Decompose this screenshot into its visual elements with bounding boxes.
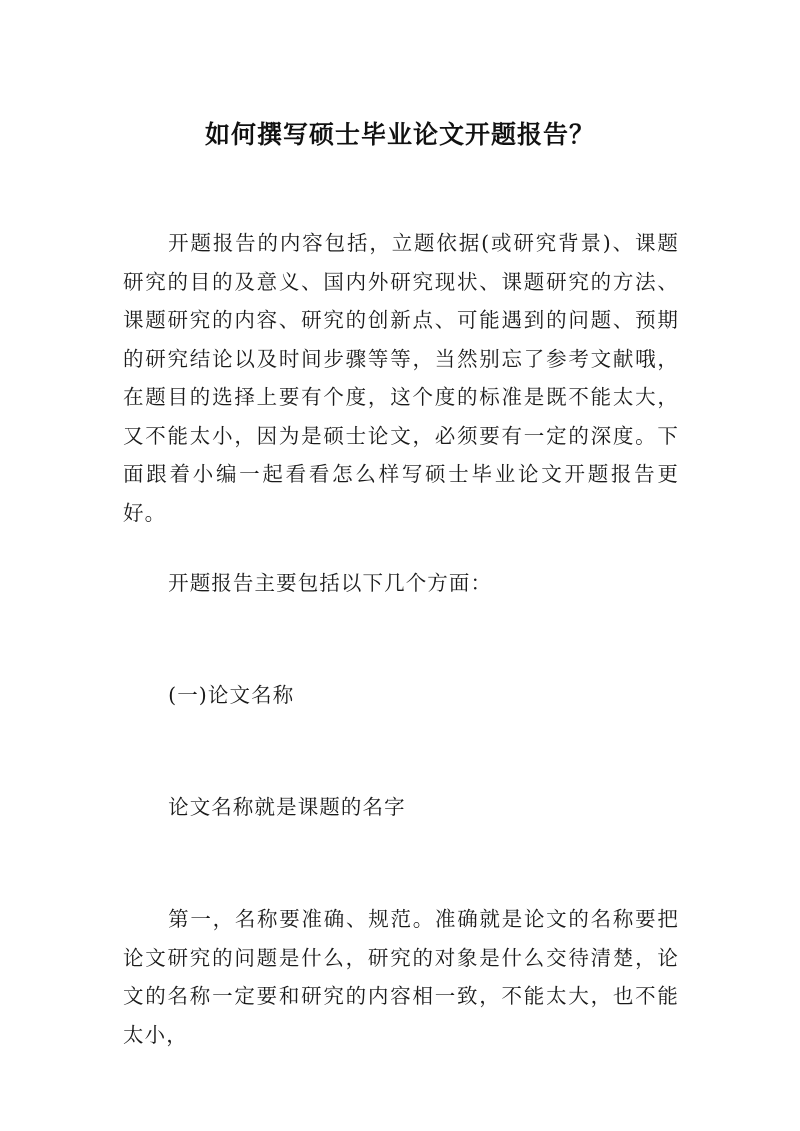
- aspects-paragraph: 开题报告主要包括以下几个方面：: [168, 571, 493, 595]
- thesis-name-definition: 论文名称就是课题的名字: [168, 795, 406, 819]
- naming-rule-paragraph: 第一，名称要准确、规范。准确就是论文的名称要把论文研究的问题是什么，研究的对象是什么交待清楚，论文的名称一定要和研究的内容相一致，不能太大，也不能太小，: [123, 907, 679, 1047]
- intro-paragraph: 开题报告的内容包括，立题依据(或研究背景)、课题研究的目的及意义、国内外研究现状、课题研究的方法、课题研究的内容、研究的创新点、可能遇到的问题、预期的研究结论以及时间步骤等等，当然别忘了参考文献哦，在题目的选择上要有个度，这个度的标准是既不能太大，又不能太小，因为是硕士论文，必须要有一定的深度。下面跟着小编一起看看怎么样写硕士毕业论文开题报告更好。: [123, 231, 679, 525]
- document-title: 如何撰写硕士毕业论文开题报告？: [204, 119, 595, 149]
- section-heading-thesis-name: (一)论文名称: [168, 683, 295, 707]
